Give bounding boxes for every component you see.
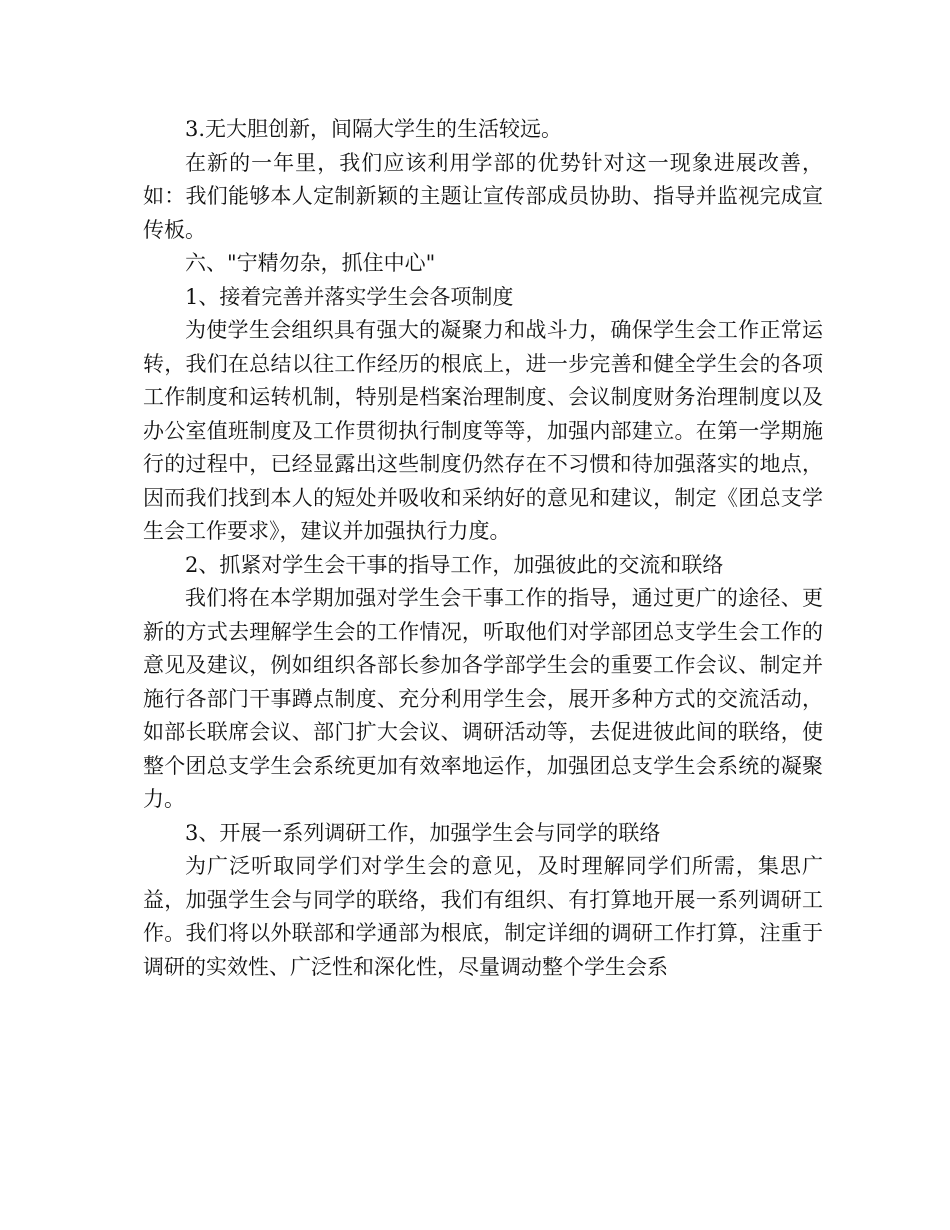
paragraph-5: 为广泛听取同学们对学生会的意见，及时理解同学们所需，集思广益，加强学生会与同学的联络，我们有组织、有打算地开展一系列调研工作。我们将以外联部和学通部为根底，制定详细的调研工作打算，注重于调研的实效性、广泛性和深化性，尽量调动整个学生会系 <box>143 854 823 979</box>
document-page <box>143 113 823 984</box>
paragraph-1: 3.无大胆创新，间隔大学生的生活较远。 <box>185 117 563 141</box>
section-heading-6: 六、"宁精勿杂，抓住中心" <box>185 251 436 275</box>
subheading-2: 2、抓紧对学生会干事的指导工作，加强彼此的交流和联络 <box>185 552 724 577</box>
subheading-1: 1、接着完善并落实学生会各项制度 <box>185 284 514 309</box>
subheading-3: 3、开展一系列调研工作，加强学生会与同学的联络 <box>185 820 661 845</box>
paragraph-3: 为使学生会组织具有强大的凝聚力和战斗力，确保学生会工作正常运转，我们在总结以往工作经历的根底上，进一步完善和健全学生会的各项工作制度和运转机制，特别是档案治理制度、会议制度财务治理制度以及办公室值班制度及工作贯彻执行制度等等，加强内部建立。在第一学期施行的过程中，已经显露出这些制度仍然存在不习惯和待加强落实的地点，因而我们找到本人的短处并吸收和采纳好的意见和建议，制定《团总支学生会工作要求》，建议并加强执行力度。 <box>143 318 823 543</box>
paragraph-4: 我们将在本学期加强对学生会干事工作的指导，通过更广的途径、更新的方式去理解学生会的工作情况，听取他们对学部团总支学生会工作的意见及建议，例如组织各部长参加各学部学生会的重要工作会议、制定并施行各部门干事蹲点制度、充分利用学生会，展开多种方式的交流活动，如部长联席会议、部门扩大会议、调研活动等，去促进彼此间的联络，使整个团总支学生会系统更加有效率地运作，加强团总支学生会系统的凝聚力。 <box>143 586 823 811</box>
paragraph-2: 在新的一年里，我们应该利用学部的优势针对这一现象进展改善，如：我们能够本人定制新颖的主题让宣传部成员协助、指导并监视完成宣传板。 <box>143 150 823 242</box>
